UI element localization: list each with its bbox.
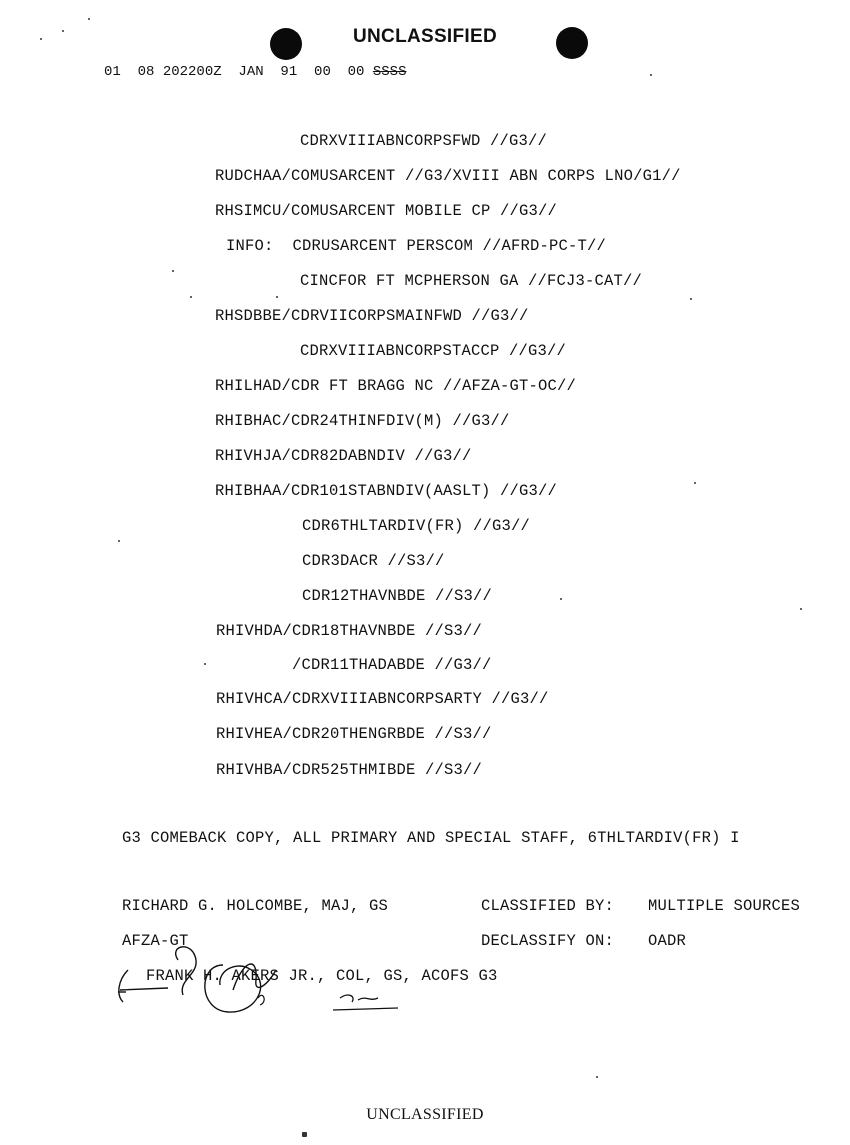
addressee-line: RHIVHJA/CDR82DABNDIV //G3// xyxy=(215,447,472,465)
handwritten-signature xyxy=(108,940,408,1030)
dtg-prefix: 01 08 xyxy=(104,64,163,80)
addressee-line: RHIBHAC/CDR24THINFDIV(M) //G3// xyxy=(215,412,510,430)
addressee-line: RHSIMCU/COMUSARCENT MOBILE CP //G3// xyxy=(215,202,558,220)
addressee-line: RHIVHDA/CDR18THAVNBDE //S3// xyxy=(216,622,483,640)
classified-by-value: MULTIPLE SOURCES xyxy=(648,897,801,915)
releaser-line: FRANK H. AKERS JR., COL, GS, ACOFS G3 xyxy=(146,967,498,985)
info-line: INFO: CDRUSARCENT PERSCOM //AFRD-PC-T// xyxy=(226,237,607,255)
addressee-line: RHIVHCA/CDRXVIIIABNCORPSARTY //G3// xyxy=(216,690,549,708)
addressee-line: CDRXVIIIABNCORPSTACCP //G3// xyxy=(300,342,567,360)
addressee-line: RUDCHAA/COMUSARCENT //G3/XVIII ABN CORPS LNO/G1// xyxy=(215,167,681,185)
drafter-name: RICHARD G. HOLCOMBE, MAJ, GS xyxy=(122,897,389,915)
addressee-line: RHIVHEA/CDR20THENGRBDE //S3// xyxy=(216,725,492,743)
addressee-line: /CDR11THADABDE //G3// xyxy=(292,656,492,674)
declassify-label: DECLASSIFY ON: xyxy=(481,932,615,950)
addressee-line: CDR3DACR //S3// xyxy=(302,552,445,570)
footer-classification: UNCLASSIFIED xyxy=(366,1106,484,1123)
dtg-struck: SSSS xyxy=(372,64,407,80)
addressee-line: RHIVHBA/CDR525THMIBDE //S3// xyxy=(216,761,483,779)
dtg-main: 202200Z JAN 91 00 00 xyxy=(162,64,373,80)
header-classification: UNCLASSIFIED xyxy=(353,26,497,47)
addressee-line: RHILHAD/CDR FT BRAGG NC //AFZA-GT-OC// xyxy=(215,377,577,395)
addressee-line: RHIBHAA/CDR101STABNDIV(AASLT) //G3// xyxy=(215,482,558,500)
addressee-line: CINCFOR FT MCPHERSON GA //FCJ3-CAT// xyxy=(300,272,643,290)
declassify-value: OADR xyxy=(648,932,687,950)
addressee-line: CDRXVIIIABNCORPSFWD //G3// xyxy=(300,132,548,150)
distribution-line: G3 COMEBACK COPY, ALL PRIMARY AND SPECIAL STAFF, 6THLTARDIV(FR) I xyxy=(122,829,740,847)
addressee-line: CDR6THLTARDIV(FR) //G3// xyxy=(302,517,531,535)
addressee-line: RHSDBBE/CDRVIICORPSMAINFWD //G3// xyxy=(215,307,529,325)
date-time-group xyxy=(104,64,406,80)
drafter-office: AFZA-GT xyxy=(122,932,189,950)
classified-by-label: CLASSIFIED BY: xyxy=(481,897,615,915)
addressee-line: CDR12THAVNBDE //S3// xyxy=(302,587,493,605)
